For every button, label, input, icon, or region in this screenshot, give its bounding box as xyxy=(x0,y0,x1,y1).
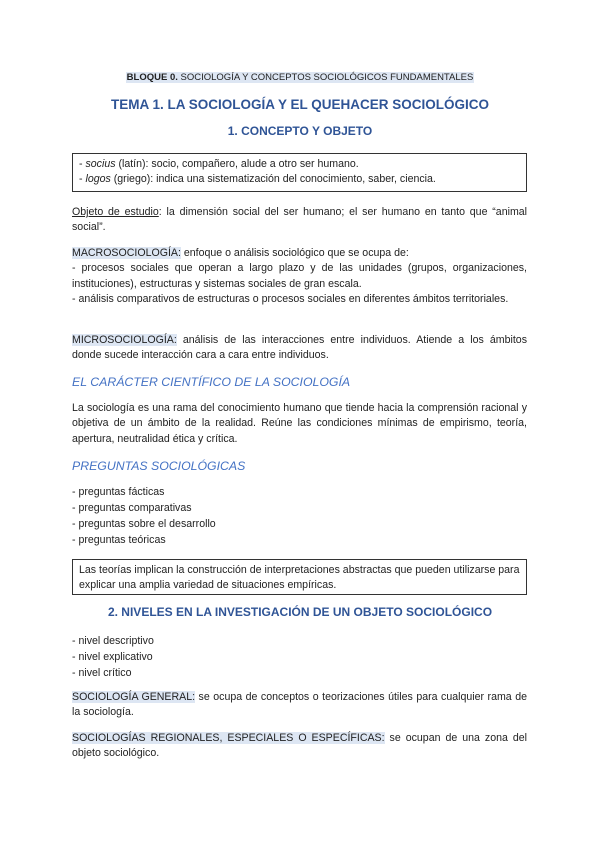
general-paragraph xyxy=(72,690,527,721)
caracter-heading: EL CARÁCTER CIENTÍFICO DE LA SOCIOLOGÍA xyxy=(72,375,351,389)
term-socius: socius xyxy=(85,158,116,170)
teorias-box xyxy=(72,559,527,595)
list-item: - preguntas fácticas xyxy=(72,486,165,498)
block-header xyxy=(0,72,600,84)
list-item: - nivel descriptivo xyxy=(72,635,154,647)
macro-label: MACROSOCIOLOGÍA: xyxy=(72,247,181,259)
macro-paragraph xyxy=(72,246,527,307)
objeto-text: : la dimensión social del ser humano; el ser humano en tanto que “animal social”. xyxy=(72,206,528,234)
regionales-label: SOCIOLOGÍAS REGIONALES, ESPECIALES O ESPECÍFICAS: xyxy=(72,732,385,744)
block-subject: SOCIOLOGÍA Y CONCEPTOS SOCIOLÓGICOS FUNDAMENTALES xyxy=(177,72,474,83)
etymology-box xyxy=(72,153,527,192)
macro-intro xyxy=(72,246,527,261)
list-item: - preguntas sobre el desarrollo xyxy=(72,518,216,530)
general-text: se ocupa de conceptos o teorizaciones útiles para cualquier rama de la sociología. xyxy=(72,691,527,719)
etymology-socius xyxy=(79,157,520,172)
term-logos: logos xyxy=(85,173,111,186)
macro-item-1: - procesos sociales que operan a largo plazo y de las unidades (grupos, organizaciones, instituciones), estructuras y sistemas sociales de gran escala. xyxy=(72,262,527,290)
micro-label: MICROSOCIOLOGÍA: xyxy=(72,334,177,346)
regionales-paragraph xyxy=(72,731,527,762)
block-header-highlight xyxy=(126,72,475,83)
section-2-title: 2. NIVELES EN LA INVESTIGACIÓN DE UN OBJETO SOCIOLÓGICO xyxy=(107,605,493,619)
tema-title: TEMA 1. LA SOCIOLOGÍA Y EL QUEHACER SOCIOLÓGICO xyxy=(110,97,490,112)
regionales-text: se ocupan de una zona del objeto sociológico. xyxy=(72,732,528,760)
objeto-paragraph xyxy=(72,205,527,236)
macro-text: enfoque o análisis sociológico que se ocupa de: xyxy=(180,247,409,259)
macro-item-2: - análisis comparativos de estructuras o procesos sociales en diferentes ámbitos territoriales. xyxy=(72,292,509,305)
bullet-dash: - xyxy=(79,173,86,186)
preguntas-heading: PREGUNTAS SOCIOLÓGICAS xyxy=(72,459,246,473)
micro-paragraph xyxy=(72,333,527,364)
preguntas-list xyxy=(72,484,527,548)
niveles-list xyxy=(72,633,527,681)
objeto-label: Objeto de estudio xyxy=(72,206,159,218)
bullet-dash: - xyxy=(79,158,86,170)
list-item: - nivel crítico xyxy=(72,667,132,679)
section-1-title: 1. CONCEPTO Y OBJETO xyxy=(227,124,373,138)
socius-definition: (latín): socio, compañero, alude a otro ser humano. xyxy=(115,158,359,170)
caracter-paragraph: La sociología es una rama del conocimiento humano que tiende hacia la comprensión racional y objetiva de un ámbito de la realidad. Reúne las condiciones mínimas de empirismo, teoría, apertura, neutralidad ética y crítica. xyxy=(72,402,527,445)
list-item: - nivel explicativo xyxy=(72,651,153,663)
logos-definition: (griego): indica una sistematización del conocimiento, saber, ciencia. xyxy=(110,173,436,186)
list-item: - preguntas comparativas xyxy=(72,502,192,514)
micro-text: análisis de las interacciones entre individuos. Atiende a los ámbitos donde sucede interacción cara a cara entre individuos. xyxy=(72,334,527,362)
list-item: - preguntas teóricas xyxy=(72,534,166,546)
etymology-logos xyxy=(79,172,520,187)
teorias-text: Las teorías implican la construcción de interpretaciones abstractas que pueden utilizarse para explicar una amplia variedad de situaciones empíricas. xyxy=(79,564,520,591)
general-label: SOCIOLOGÍA GENERAL: xyxy=(72,691,196,703)
block-label: BLOQUE 0. xyxy=(126,72,178,83)
